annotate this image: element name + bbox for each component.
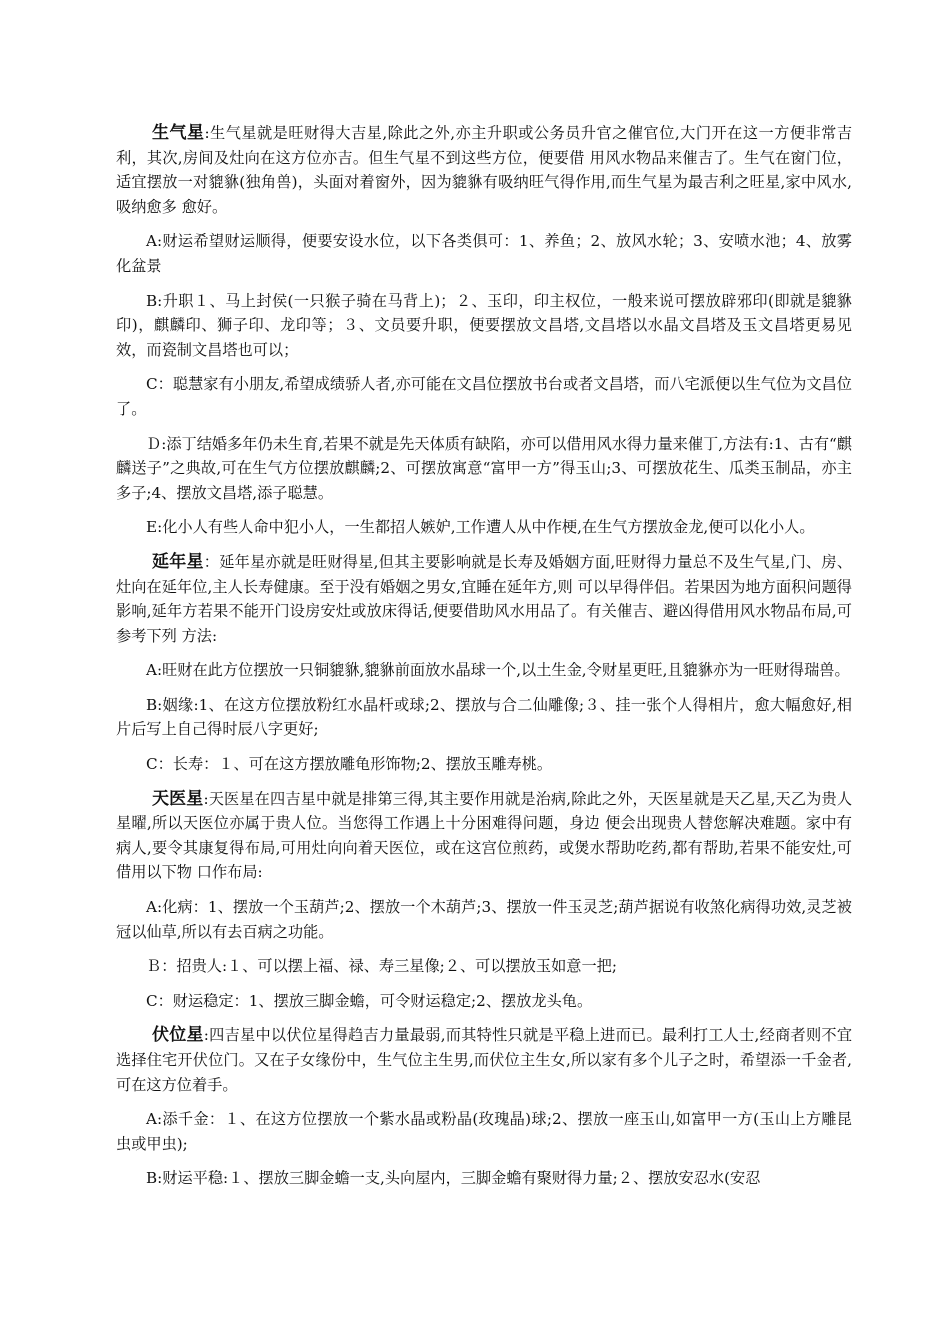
list-item: E:化小人有些人命中犯小人，一生都招人嫉妒,工作遭人从中作梗,在生气方摆放金龙,便可以化小人。 [146, 518, 815, 537]
document-body [116, 121, 852, 1201]
list-item: Ｄ:添丁结婚多年仍未生育,若果不就是先天体质有缺陷，亦可以借用风水得力量来催丁,方法有:1、古有“麒麟送子”之典故,可在生气方位摆放麒麟;2、可摆放寓意“富甲一方”得玉山;3、可摆放花生、瓜类玉制品，亦主多子;4、摆放文昌塔,添子聪慧。 [116, 434, 852, 502]
list-item: Ｂ：招贵人:１、可以摆上福、禄、寿三星像;２、可以摆放玉如意一把; [146, 957, 617, 976]
term-shengqi: 生气星 [152, 123, 205, 143]
list-item: A:旺财在此方位摆放一只铜貔貅,貔貅前面放水晶球一个,以土生金,令财星更旺,且貔貅亦为一旺财得瑞兽。 [146, 661, 850, 680]
section-tianyi-intro [116, 787, 852, 885]
term-fuwei: 伏位星 [152, 1025, 204, 1046]
intro-text: :生气星就是旺财得大吉星,除此之外,亦主升职或公务员升官之催官位,大门开在这一方便非常吉利，其次,房间及灶向在这方位亦吉。但生气星不到这些方位，便要借 用风水物品来催吉了。生气在窗门位，适宜摆放一对貔貅(独角兽)，头面对着窗外，因为貔貅有吸纳旺气得作用,而生气星为最吉利之旺星,家中风水,吸纳愈多 愈好。 [116, 124, 853, 216]
list-item: B:财运平稳:１、摆放三脚金蟾一支,头向屋内，三脚金蟾有聚财得力量;２、摆放安忍水(安忍 [146, 1169, 761, 1188]
term-tianyi: 天医星 [152, 788, 204, 809]
list-item: C：聪慧家有小朋友,希望成绩骄人者,亦可能在文昌位摆放书台或者文昌塔，而八宅派便以生气位为文昌位了。 [116, 375, 852, 418]
section-yannian-intro [116, 550, 852, 648]
section-fuwei-intro [116, 1023, 852, 1097]
term-yannian: 延年星 [152, 551, 204, 572]
list-item: B:升职１、马上封侯(一只猴子骑在马背上)；２、玉印，印主权位，一般来说可摆放辟邪印(即就是貔貅印)，麒麟印、狮子印、龙印等；３、文员要升职，便要摆放文昌塔,文昌塔以水晶文昌塔及玉文昌塔更易见效，而瓷制文昌塔也可以； [116, 291, 852, 359]
section-shengqi-intro [116, 121, 852, 219]
list-item: B:姻缘:1、在这方位摆放粉红水晶杆或球;2、摆放与合二仙雕像;３、挂一张个人得相片，愈大幅愈好,相片后写上自己得时辰八字更好; [116, 695, 852, 739]
intro-text: :四吉星中以伏位星得趋吉力量最弱,而其特性只就是平稳上进而已。最利打工人士,经商者则不宜选择住宅开伏位门。又在子女缘份中，生气位主生男,而伏位主生女,所以家有多个儿子之时，希望添一千金者,可在这方位着手。 [116, 1026, 853, 1094]
list-item: A:化病：1、摆放一个玉葫芦;2、摆放一个木葫芦;3、摆放一件玉灵芝;葫芦据说有收煞化病得功效,灵芝被冠以仙草,所以有去百病之功能。 [116, 898, 852, 941]
intro-text: :天医星在四吉星中就是排第三得,其主要作用就是治病,除此之外，天医星就是天乙星,天乙为贵人星曜,所以天医位亦属于贵人位。当您得工作遇上十分困难得问题，身边 便会出现贵人替您解决难题。家中有病人,要令其康复得布局,可用灶向向着天医位，或在这宫位煎药，或煲水帮助吃药,都有帮助,若果不能安灶,可借用以下物 口作布局: [116, 789, 853, 882]
list-item: C：长寿：１、可在这方摆放雕龟形饰物;2、摆放玉雕寿桃。 [146, 755, 553, 774]
list-item: A:添千金：１、在这方位摆放一个紫水晶或粉晶(玫瑰晶)球;2、摆放一座玉山,如富甲一方(玉山上方雕昆虫或甲虫); [116, 1110, 852, 1153]
list-item: A:财运希望财运顺得，便要安设水位，以下各类俱可：1、养鱼；2、放风水轮；3、安喷水池；4、放雾化盆景 [116, 232, 852, 275]
list-item: C：财运稳定：1、摆放三脚金蟾，可令财运稳定;2、摆放龙头龟。 [146, 991, 593, 1010]
intro-text: ：延年星亦就是旺财得星,但其主要影响就是长寿及婚姻方面,旺财得力量总不及生气星,门、房、灶向在延年位,主人长寿健康。至于没有婚姻之男女,宜睡在延年方,则 可以早得伴侣。若果因为地方面积问题得影响,延年方若果不能开门设房安灶或放床得话,便要借助风水用品了。有关催吉、避凶得借用风水物品布局,可参考下列 方法: [116, 552, 853, 645]
